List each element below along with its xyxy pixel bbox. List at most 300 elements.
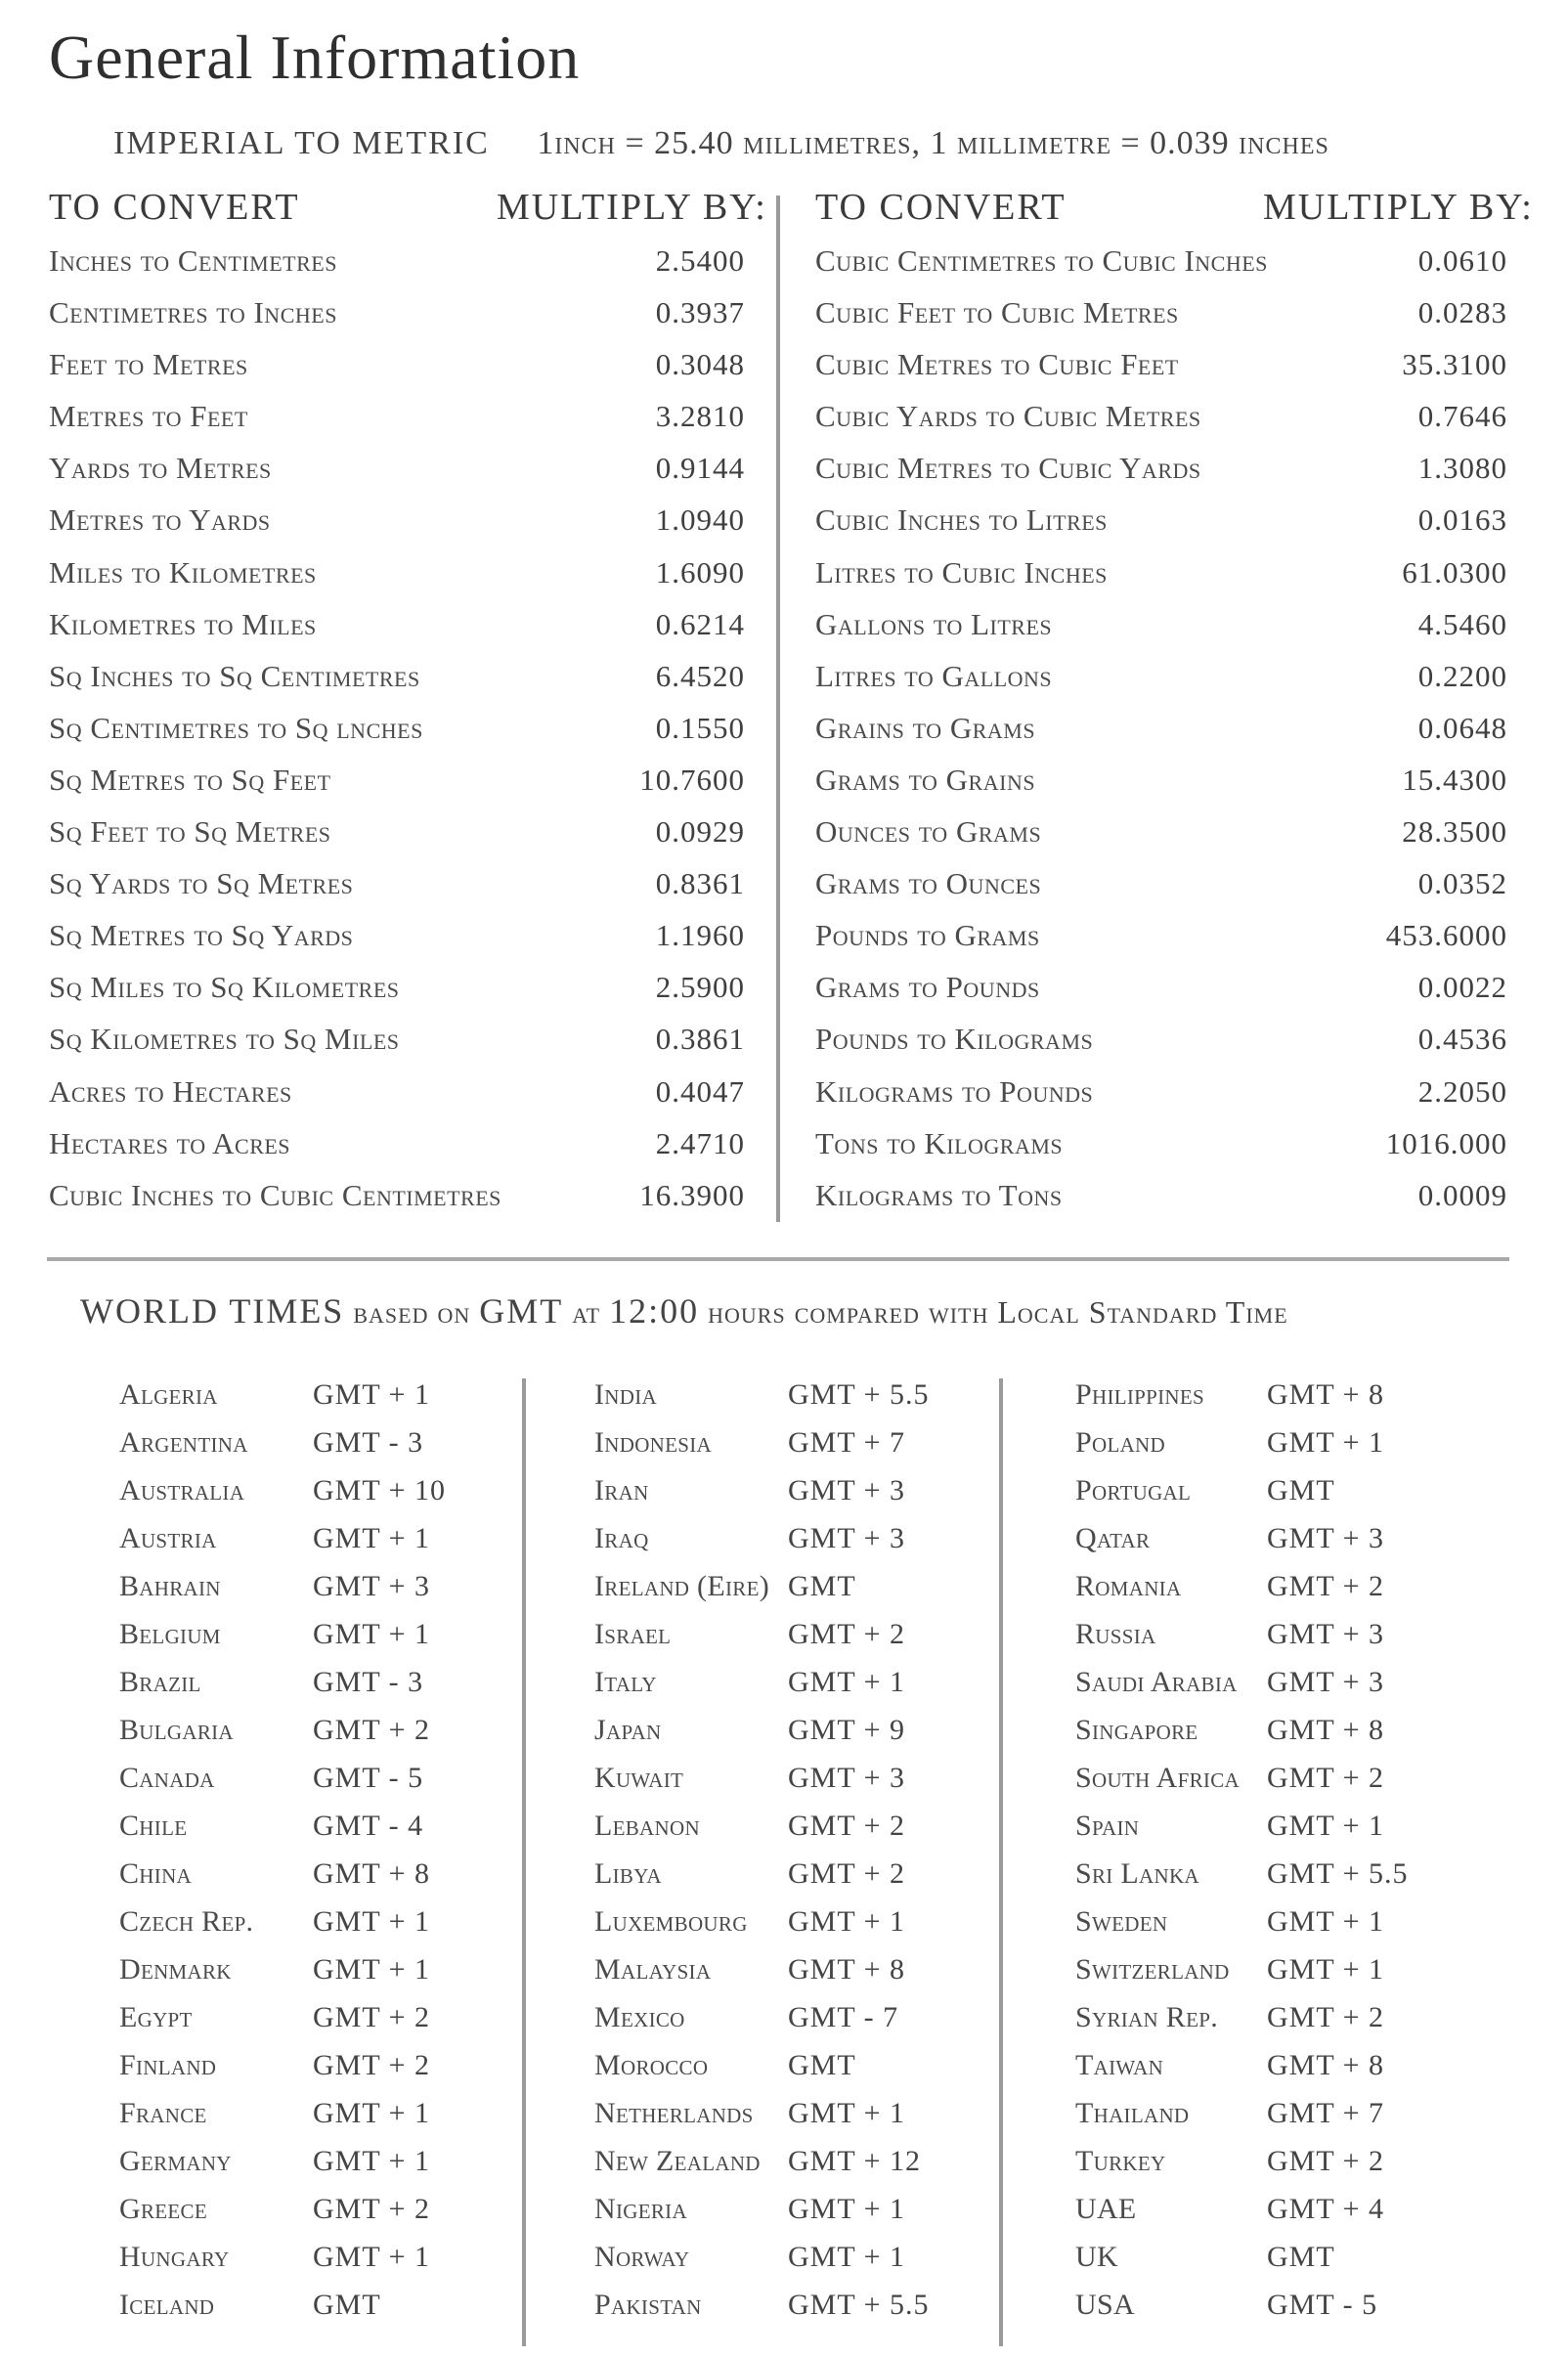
country-name: Hungary: [119, 2241, 230, 2273]
conversion-label: Hectares to Acres: [49, 1125, 291, 1160]
timezone-row: [594, 1802, 985, 1850]
timezone-row: [119, 1514, 510, 1562]
country-name: Ireland (Eire): [594, 1570, 769, 1602]
conversion-factor: 28.3500: [1402, 814, 1507, 850]
timezone-column-1: [119, 1371, 510, 2329]
gmt-offset: GMT + 3: [788, 1762, 906, 1794]
gmt-offset: GMT + 5.5: [788, 1378, 930, 1411]
conversion-label: Cubic Metres to Cubic Yards: [815, 451, 1201, 486]
gmt-offset: GMT + 9: [788, 1714, 906, 1746]
country-name: China: [119, 1857, 192, 1890]
timezone-row: [1075, 1993, 1505, 2041]
conversion-factor: 1016.000: [1385, 1125, 1507, 1160]
country-name: Russia: [1075, 1618, 1156, 1650]
conversion-row: [49, 286, 745, 338]
conversion-label: Sq Feet to Sq Metres: [49, 814, 331, 850]
conversion-factor: 0.8361: [655, 866, 745, 901]
country-name: Syrian Rep.: [1075, 2001, 1218, 2033]
conversion-row: [49, 442, 745, 494]
conversion-label: Ounces to Grams: [815, 814, 1042, 850]
timezone-row: [119, 2185, 510, 2233]
conversion-label: Grains to Grams: [815, 710, 1036, 745]
conversion-row: [815, 650, 1507, 702]
conversion-row: [49, 598, 745, 650]
gmt-offset: GMT - 4: [313, 1810, 424, 1842]
timezone-row: [594, 1466, 985, 1514]
timezone-row: [1075, 2281, 1505, 2329]
conversion-factor: 1.3080: [1417, 451, 1507, 486]
imperial-note: 1inch = 25.40 millimetres, 1 millimetre = 0.039 inches: [537, 125, 1329, 161]
gmt-offset: GMT + 2: [1267, 2145, 1385, 2177]
conversion-row: [815, 1013, 1507, 1065]
conversion-factor: 0.0022: [1417, 970, 1507, 1005]
timezone-row: [119, 2137, 510, 2185]
conversion-table-left: [49, 235, 745, 1221]
gmt-offset: GMT - 5: [1267, 2289, 1378, 2321]
conversion-row: [49, 1117, 745, 1169]
timezone-row: [1075, 1658, 1505, 1706]
timezone-row: [1075, 1706, 1505, 1754]
country-name: Nigeria: [594, 2193, 687, 2225]
timezone-row: [1075, 1371, 1505, 1419]
gmt-offset: GMT + 2: [788, 1810, 906, 1842]
gmt-offset: GMT + 1: [313, 2097, 431, 2129]
conversion-row: [49, 235, 745, 286]
gmt-offset: GMT + 5.5: [788, 2289, 930, 2321]
gmt-offset: GMT: [313, 2289, 381, 2321]
gmt-offset: GMT + 1: [313, 1953, 431, 1986]
conversion-factor: 0.3048: [655, 347, 745, 382]
country-name: Libya: [594, 1857, 662, 1890]
timezone-row: [594, 1562, 985, 1610]
conversion-factor: 0.0648: [1417, 710, 1507, 745]
country-name: Finland: [119, 2049, 217, 2081]
conversion-factor: 1.0940: [655, 502, 745, 538]
conversion-row: [815, 598, 1507, 650]
conversion-row: [815, 961, 1507, 1013]
timezone-row: [1075, 1850, 1505, 1898]
timezone-row: [594, 2185, 985, 2233]
col-header-to-convert-right: TO CONVERT: [815, 187, 1067, 228]
conversion-factor: 0.4047: [655, 1073, 745, 1109]
timezone-row: [119, 1466, 510, 1514]
conversion-row: [815, 806, 1507, 857]
conversion-table-right: [815, 235, 1507, 1221]
conversion-label: Sq Metres to Sq Feet: [49, 762, 331, 797]
conversion-row: [49, 1013, 745, 1065]
timezone-row: [594, 1706, 985, 1754]
gmt-offset: GMT: [788, 2049, 856, 2081]
conversion-factor: 0.0352: [1417, 866, 1507, 901]
timezone-column-3: [1075, 1371, 1505, 2329]
conversion-label: Cubic Inches to Cubic Centimetres: [49, 1177, 501, 1212]
conversion-label: Acres to Hectares: [49, 1073, 292, 1109]
conversion-label: Cubic Metres to Cubic Feet: [815, 347, 1179, 382]
country-name: Morocco: [594, 2049, 709, 2081]
gmt-offset: GMT + 1: [788, 1905, 906, 1938]
timezone-row: [1075, 2089, 1505, 2137]
conversion-label: Kilograms to Tons: [815, 1177, 1063, 1212]
country-name: Canada: [119, 1762, 215, 1794]
gmt-offset: GMT - 3: [313, 1666, 424, 1698]
gmt-offset: GMT + 12: [788, 2145, 922, 2177]
world-times-heading: WORLD TIMES: [80, 1291, 345, 1331]
conversion-factor: 4.5460: [1417, 606, 1507, 641]
conversion-row: [815, 754, 1507, 806]
timezone-row: [594, 1898, 985, 1945]
world-times-note-c: hours compared with Local Standard Time: [708, 1294, 1288, 1330]
conversion-label: Centimetres to Inches: [49, 295, 337, 330]
timezone-column-2: [594, 1371, 985, 2329]
conversion-factor: 61.0300: [1402, 554, 1507, 589]
conversion-factor: 0.3937: [655, 295, 745, 330]
conversion-factor: 3.2810: [655, 399, 745, 434]
country-name: Germany: [119, 2145, 232, 2177]
timezone-row: [594, 2041, 985, 2089]
timezone-row: [119, 2281, 510, 2329]
gmt-offset: GMT - 7: [788, 2001, 899, 2033]
timezone-row: [1075, 1562, 1505, 1610]
country-name: USA: [1075, 2289, 1135, 2321]
conversion-row: [815, 1066, 1507, 1117]
conversion-factor: 2.2050: [1417, 1073, 1507, 1109]
conversion-row: [815, 1117, 1507, 1169]
country-name: Mexico: [594, 2001, 685, 2033]
timezone-row: [119, 1419, 510, 1466]
country-name: Austria: [119, 1522, 217, 1554]
timezone-row: [119, 2089, 510, 2137]
conversion-label: Sq Yards to Sq Metres: [49, 866, 354, 901]
conversion-label: Pounds to Kilograms: [815, 1022, 1094, 1057]
conversion-label: Cubic Yards to Cubic Metres: [815, 399, 1201, 434]
imperial-heading: IMPERIAL TO METRIC: [113, 125, 490, 161]
country-name: Thailand: [1075, 2097, 1190, 2129]
timezone-row: [119, 2233, 510, 2281]
timezone-row: [1075, 1898, 1505, 1945]
world-times-note-a: based on: [353, 1294, 471, 1330]
country-name: Iraq: [594, 1522, 649, 1554]
timezone-row: [594, 1658, 985, 1706]
timezone-row: [594, 2233, 985, 2281]
gmt-offset: GMT + 2: [1267, 1762, 1385, 1794]
section-divider: [47, 1257, 1509, 1261]
country-name: Kuwait: [594, 1762, 684, 1794]
conversion-factor: 0.0929: [655, 814, 745, 850]
gmt-offset: GMT: [1267, 2241, 1335, 2273]
conversion-row: [49, 390, 745, 442]
gmt-offset: GMT + 1: [313, 1378, 431, 1411]
country-name: Czech Rep.: [119, 1905, 254, 1938]
country-name: Saudi Arabia: [1075, 1666, 1238, 1698]
conversion-label: Grams to Grains: [815, 762, 1036, 797]
country-name: Qatar: [1075, 1522, 1151, 1554]
timezone-row: [594, 1371, 985, 1419]
conversion-row: [49, 909, 745, 961]
conversion-row: [815, 235, 1507, 286]
conversion-label: Miles to Kilometres: [49, 554, 317, 589]
timezone-row: [1075, 2233, 1505, 2281]
world-times-gmt: GMT: [479, 1291, 564, 1331]
country-name: Iceland: [119, 2289, 215, 2321]
world-times-time: 12:00: [609, 1291, 700, 1331]
country-name: Greece: [119, 2193, 207, 2225]
timezone-row: [119, 1993, 510, 2041]
conversion-row: [49, 857, 745, 909]
country-name: Portugal: [1075, 1474, 1192, 1506]
gmt-offset: GMT - 3: [313, 1426, 424, 1459]
conversion-label: Sq Kilometres to Sq Miles: [49, 1022, 400, 1057]
country-name: Iran: [594, 1474, 649, 1506]
gmt-offset: GMT + 8: [313, 1857, 431, 1890]
conversion-label: Grams to Ounces: [815, 866, 1042, 901]
conversion-factor: 1.6090: [655, 554, 745, 589]
conversion-factor: 0.0009: [1417, 1177, 1507, 1212]
conversion-row: [815, 442, 1507, 494]
conversion-label: Tons to Kilograms: [815, 1125, 1064, 1160]
country-name: Malaysia: [594, 1953, 712, 1986]
conversion-row: [49, 546, 745, 598]
timezone-row: [119, 1898, 510, 1945]
gmt-offset: GMT + 2: [788, 1618, 906, 1650]
country-name: Singapore: [1075, 1714, 1198, 1746]
gmt-offset: GMT + 1: [313, 2145, 431, 2177]
gmt-offset: GMT + 1: [1267, 1426, 1385, 1459]
gmt-offset: GMT + 3: [788, 1474, 906, 1506]
conversion-row: [49, 961, 745, 1013]
timezone-row: [594, 1754, 985, 1802]
conversion-row: [815, 909, 1507, 961]
gmt-offset: GMT + 3: [1267, 1618, 1385, 1650]
conversion-label: Yards to Metres: [49, 451, 272, 486]
country-name: Norway: [594, 2241, 690, 2273]
gmt-offset: GMT + 8: [1267, 1378, 1385, 1411]
timezone-row: [119, 1706, 510, 1754]
conversion-label: Cubic Inches to Litres: [815, 502, 1108, 538]
country-name: Sri Lanka: [1075, 1857, 1199, 1890]
conversion-label: Cubic Centimetres to Cubic Inches: [815, 243, 1268, 278]
timezone-row: [594, 1610, 985, 1658]
timezone-row: [594, 2281, 985, 2329]
conversion-label: Kilometres to Miles: [49, 606, 317, 641]
gmt-offset: GMT + 2: [313, 2001, 431, 2033]
timezone-row: [1075, 1514, 1505, 1562]
conversion-factor: 0.9144: [655, 451, 745, 486]
conversion-row: [815, 1169, 1507, 1221]
conversion-label: Feet to Metres: [49, 347, 248, 382]
country-name: Poland: [1075, 1426, 1165, 1459]
gmt-offset: GMT + 1: [788, 2097, 906, 2129]
conversion-row: [49, 1169, 745, 1221]
timezone-row: [119, 1945, 510, 1993]
conversion-factor: 0.4536: [1417, 1022, 1507, 1057]
country-name: UK: [1075, 2241, 1118, 2273]
conversion-factor: 1.1960: [655, 918, 745, 953]
conversion-factor: 0.0610: [1417, 243, 1507, 278]
gmt-offset: GMT + 3: [788, 1522, 906, 1554]
gmt-offset: GMT + 1: [788, 1666, 906, 1698]
country-name: Belgium: [119, 1618, 221, 1650]
country-name: Chile: [119, 1810, 188, 1842]
gmt-offset: GMT + 3: [1267, 1522, 1385, 1554]
gmt-offset: GMT + 1: [1267, 1810, 1385, 1842]
conversion-factor: 0.1550: [655, 710, 745, 745]
conversion-label: Sq Inches to Sq Centimetres: [49, 658, 420, 693]
timezone-row: [594, 1945, 985, 1993]
conversion-label: Sq Miles to Sq Kilometres: [49, 970, 400, 1005]
country-name: Algeria: [119, 1378, 218, 1411]
timezone-row: [1075, 1945, 1505, 1993]
conversion-label: Gallons to Litres: [815, 606, 1053, 641]
gmt-offset: GMT - 5: [313, 1762, 424, 1794]
country-name: Turkey: [1075, 2145, 1166, 2177]
conversion-label: Metres to Feet: [49, 399, 248, 434]
country-name: Philippines: [1075, 1378, 1204, 1411]
conversion-factor: 10.7600: [639, 762, 745, 797]
country-name: UAE: [1075, 2193, 1137, 2225]
conversion-factor: 6.4520: [655, 658, 745, 693]
timezone-row: [1075, 1802, 1505, 1850]
conversion-row: [815, 338, 1507, 390]
timezone-row: [1075, 1610, 1505, 1658]
country-name: Pakistan: [594, 2289, 702, 2321]
gmt-offset: GMT + 1: [1267, 1953, 1385, 1986]
conversion-row: [815, 702, 1507, 754]
conversion-row: [815, 494, 1507, 546]
col-header-multiply-left: MULTIPLY BY:: [497, 187, 767, 228]
gmt-offset: GMT + 2: [1267, 1570, 1385, 1602]
conversion-row: [49, 806, 745, 857]
conversion-row: [49, 494, 745, 546]
conversion-row: [815, 857, 1507, 909]
country-name: Taiwan: [1075, 2049, 1164, 2081]
col-header-multiply-right: MULTIPLY BY:: [1263, 187, 1534, 228]
timezone-row: [119, 1610, 510, 1658]
conversion-row: [49, 754, 745, 806]
timezone-row: [594, 1419, 985, 1466]
timezone-row: [119, 1850, 510, 1898]
conversion-row: [49, 650, 745, 702]
gmt-offset: GMT + 1: [313, 1522, 431, 1554]
conversion-label: Sq Metres to Sq Yards: [49, 918, 354, 953]
conversion-factor: 0.7646: [1417, 399, 1507, 434]
country-name: Sweden: [1075, 1905, 1168, 1938]
country-name: Romania: [1075, 1570, 1182, 1602]
timezone-row: [119, 2041, 510, 2089]
world-times-heading-line: [80, 1290, 1288, 1331]
country-name: Denmark: [119, 1953, 232, 1986]
gmt-offset: GMT + 3: [1267, 1666, 1385, 1698]
conversion-column-divider: [776, 196, 780, 1222]
conversion-label: Sq Centimetres to Sq lnches: [49, 710, 423, 745]
timezone-row: [1075, 1419, 1505, 1466]
conversion-factor: 0.2200: [1417, 658, 1507, 693]
country-name: Indonesia: [594, 1426, 713, 1459]
conversion-factor: 2.5400: [655, 243, 745, 278]
conversion-row: [49, 338, 745, 390]
timezone-row: [594, 1514, 985, 1562]
gmt-offset: GMT + 7: [1267, 2097, 1385, 2129]
timezone-row: [1075, 1466, 1505, 1514]
conversion-factor: 35.3100: [1402, 347, 1507, 382]
conversion-label: Litres to Cubic Inches: [815, 554, 1108, 589]
conversion-label: Grams to Pounds: [815, 970, 1040, 1005]
country-name: Luxembourg: [594, 1905, 748, 1938]
conversion-factor: 16.3900: [639, 1177, 745, 1212]
timezone-row: [119, 1562, 510, 1610]
conversion-label: Litres to Gallons: [815, 658, 1053, 693]
country-name: Australia: [119, 1474, 245, 1506]
timezone-row: [119, 1371, 510, 1419]
country-name: Egypt: [119, 2001, 193, 2033]
country-name: India: [594, 1378, 657, 1411]
timezone-row: [119, 1802, 510, 1850]
timezone-row: [1075, 2137, 1505, 2185]
timezone-row: [594, 1850, 985, 1898]
timezone-row: [594, 2137, 985, 2185]
conversion-factor: 0.6214: [655, 606, 745, 641]
conversion-factor: 2.5900: [655, 970, 745, 1005]
gmt-offset: GMT + 10: [313, 1474, 447, 1506]
gmt-offset: GMT + 1: [788, 2241, 906, 2273]
conversion-factor: 0.3861: [655, 1022, 745, 1057]
conversion-row: [815, 546, 1507, 598]
conversion-factor: 15.4300: [1402, 762, 1507, 797]
country-name: New Zealand: [594, 2145, 761, 2177]
col-header-to-convert-left: TO CONVERT: [49, 187, 300, 228]
gmt-offset: GMT: [1267, 1474, 1335, 1506]
page-title: General Information: [49, 22, 581, 92]
country-name: Spain: [1075, 1810, 1140, 1842]
gmt-offset: GMT + 2: [313, 2193, 431, 2225]
conversion-row: [815, 286, 1507, 338]
gmt-offset: GMT + 1: [313, 2241, 431, 2273]
timezone-row: [1075, 1754, 1505, 1802]
gmt-offset: GMT: [788, 1570, 856, 1602]
world-times-note-b: at: [572, 1294, 601, 1330]
conversion-label: Metres to Yards: [49, 502, 271, 538]
timezone-row: [1075, 2041, 1505, 2089]
country-name: Argentina: [119, 1426, 248, 1459]
timezone-divider-1: [522, 1378, 526, 2346]
country-name: Bahrain: [119, 1570, 221, 1602]
timezone-row: [119, 1658, 510, 1706]
country-name: Bulgaria: [119, 1714, 234, 1746]
gmt-offset: GMT + 1: [313, 1905, 431, 1938]
gmt-offset: GMT + 5.5: [1267, 1857, 1409, 1890]
gmt-offset: GMT + 2: [313, 2049, 431, 2081]
country-name: Netherlands: [594, 2097, 754, 2129]
country-name: Israel: [594, 1618, 672, 1650]
gmt-offset: GMT + 8: [1267, 2049, 1385, 2081]
country-name: Switzerland: [1075, 1953, 1230, 1986]
conversion-factor: 453.6000: [1385, 918, 1507, 953]
timezone-row: [594, 2089, 985, 2137]
conversion-label: Cubic Feet to Cubic Metres: [815, 295, 1179, 330]
gmt-offset: GMT + 1: [788, 2193, 906, 2225]
gmt-offset: GMT + 2: [788, 1857, 906, 1890]
conversion-factor: 0.0163: [1417, 502, 1507, 538]
country-name: South Africa: [1075, 1762, 1240, 1794]
timezone-divider-2: [999, 1378, 1003, 2346]
gmt-offset: GMT + 3: [313, 1570, 431, 1602]
country-name: Japan: [594, 1714, 662, 1746]
timezone-row: [1075, 2185, 1505, 2233]
gmt-offset: GMT + 1: [313, 1618, 431, 1650]
timezone-row: [594, 1993, 985, 2041]
conversion-label: Kilograms to Pounds: [815, 1073, 1094, 1109]
conversion-label: Inches to Centimetres: [49, 243, 337, 278]
gmt-offset: GMT + 2: [1267, 2001, 1385, 2033]
